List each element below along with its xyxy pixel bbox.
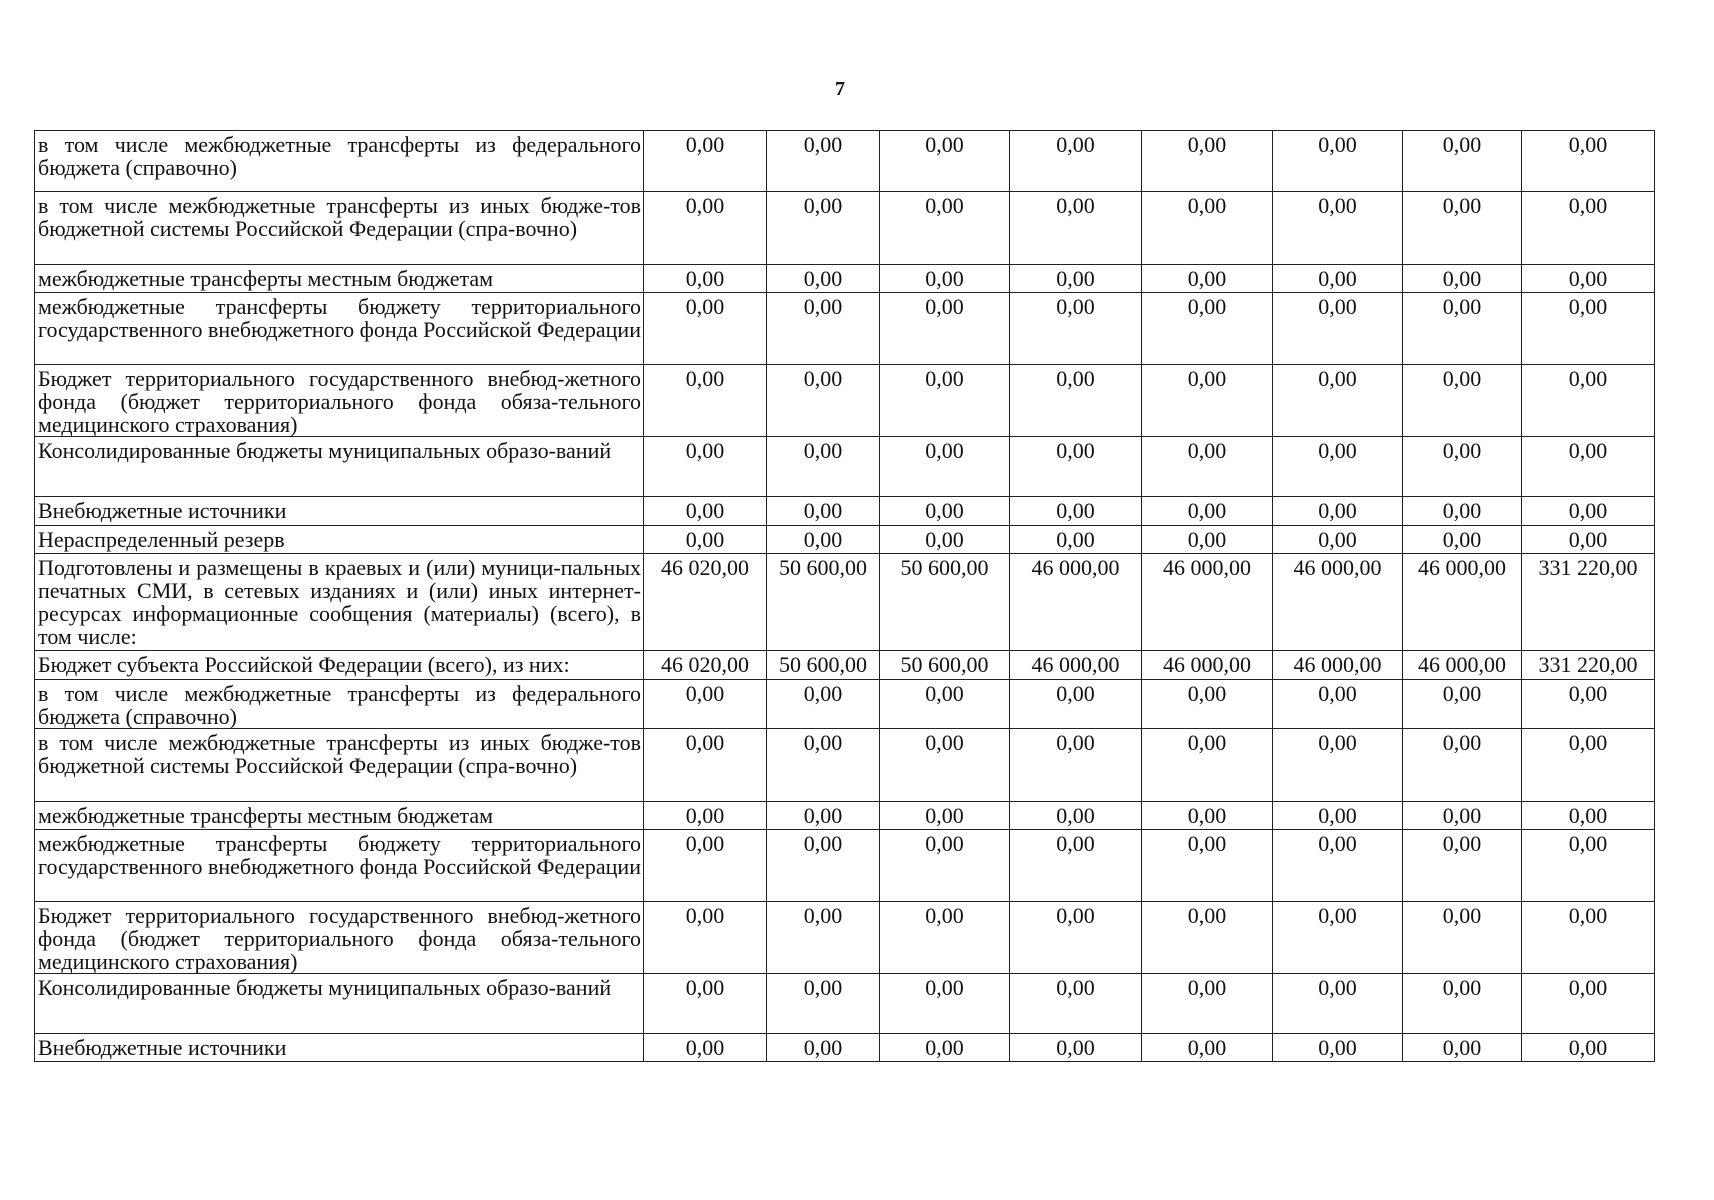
value-cell: 0,00: [767, 729, 880, 802]
value-cell: 0,00: [1403, 497, 1522, 526]
value-cell: 0,00: [1273, 830, 1403, 902]
value-cell: 0,00: [1142, 265, 1273, 293]
value-cell: 0,00: [767, 437, 880, 497]
value-cell: 0,00: [644, 902, 767, 974]
table-row: [35, 131, 1655, 192]
value-cell: 0,00: [880, 192, 1010, 265]
value-cell: 0,00: [1403, 192, 1522, 265]
value-cell: 46 000,00: [1010, 554, 1142, 651]
value-cell: 0,00: [1142, 1034, 1273, 1062]
value-cell: 0,00: [1010, 830, 1142, 902]
value-cell: 0,00: [1522, 974, 1655, 1034]
value-cell: 0,00: [1010, 192, 1142, 265]
row-label: в том числе межбюджетные трансферты из федерального бюджета (справочно): [35, 131, 644, 192]
value-cell: 0,00: [1522, 680, 1655, 729]
value-cell: 0,00: [880, 265, 1010, 293]
table-body: [35, 131, 1655, 1062]
value-cell: 0,00: [644, 729, 767, 802]
table-row: [35, 526, 1655, 554]
value-cell: 46 000,00: [1142, 651, 1273, 680]
value-cell: 0,00: [880, 680, 1010, 729]
value-cell: 46 000,00: [1403, 651, 1522, 680]
value-cell: 0,00: [880, 974, 1010, 1034]
value-cell: 50 600,00: [880, 651, 1010, 680]
table-row: [35, 437, 1655, 497]
value-cell: 0,00: [644, 131, 767, 192]
value-cell: 0,00: [1522, 497, 1655, 526]
value-cell: 331 220,00: [1522, 554, 1655, 651]
value-cell: 0,00: [1142, 830, 1273, 902]
value-cell: 0,00: [1010, 802, 1142, 830]
value-cell: 0,00: [644, 974, 767, 1034]
value-cell: 0,00: [644, 437, 767, 497]
value-cell: 0,00: [644, 293, 767, 365]
row-label: в том числе межбюджетные трансферты из иных бюдже-тов бюджетной системы Российской Федерации (спра-вочно): [35, 192, 644, 265]
value-cell: 0,00: [1403, 365, 1522, 437]
value-cell: 0,00: [1010, 437, 1142, 497]
value-cell: 0,00: [1522, 265, 1655, 293]
table-row: [35, 554, 1655, 651]
value-cell: 46 000,00: [1142, 554, 1273, 651]
value-cell: 0,00: [1010, 265, 1142, 293]
value-cell: 0,00: [1403, 974, 1522, 1034]
value-cell: 46 020,00: [644, 651, 767, 680]
row-label: Нераспределенный резерв: [35, 526, 644, 554]
value-cell: 0,00: [644, 526, 767, 554]
value-cell: 46 000,00: [1010, 651, 1142, 680]
value-cell: 0,00: [880, 131, 1010, 192]
value-cell: 0,00: [644, 497, 767, 526]
table-row: [35, 265, 1655, 293]
value-cell: 0,00: [880, 729, 1010, 802]
value-cell: 0,00: [1403, 131, 1522, 192]
value-cell: 50 600,00: [767, 554, 880, 651]
table-row: [35, 497, 1655, 526]
row-label: в том числе межбюджетные трансферты из иных бюдже-тов бюджетной системы Российской Федерации (спра-вочно): [35, 729, 644, 802]
value-cell: 0,00: [880, 497, 1010, 526]
row-label: в том числе межбюджетные трансферты из федерального бюджета (справочно): [35, 680, 644, 729]
value-cell: 0,00: [767, 680, 880, 729]
value-cell: 0,00: [644, 802, 767, 830]
value-cell: 0,00: [1403, 437, 1522, 497]
value-cell: 0,00: [1142, 293, 1273, 365]
value-cell: 0,00: [1273, 365, 1403, 437]
value-cell: 0,00: [1142, 802, 1273, 830]
value-cell: 0,00: [880, 293, 1010, 365]
value-cell: 0,00: [1010, 729, 1142, 802]
table-row: [35, 729, 1655, 802]
value-cell: 0,00: [1522, 802, 1655, 830]
row-label: Подготовлены и размещены в краевых и (или) муници-пальных печатных СМИ, в сетевых изданиях и (или) иных интернет-ресурсах информационные сообщения (материалы) (всего), в том числе:: [35, 554, 644, 651]
value-cell: 50 600,00: [767, 651, 880, 680]
value-cell: 0,00: [1010, 365, 1142, 437]
value-cell: 0,00: [767, 131, 880, 192]
value-cell: 0,00: [1403, 729, 1522, 802]
value-cell: 0,00: [1142, 497, 1273, 526]
value-cell: 0,00: [1403, 802, 1522, 830]
value-cell: 0,00: [1010, 974, 1142, 1034]
row-label: межбюджетные трансферты местным бюджетам: [35, 802, 644, 830]
value-cell: 0,00: [1142, 902, 1273, 974]
value-cell: 0,00: [880, 902, 1010, 974]
value-cell: 0,00: [644, 830, 767, 902]
table-row: [35, 651, 1655, 680]
value-cell: 0,00: [767, 497, 880, 526]
value-cell: 0,00: [1522, 526, 1655, 554]
value-cell: 0,00: [1010, 131, 1142, 192]
value-cell: 0,00: [1273, 437, 1403, 497]
value-cell: 0,00: [1522, 1034, 1655, 1062]
value-cell: 0,00: [1273, 265, 1403, 293]
value-cell: 0,00: [767, 192, 880, 265]
row-label: Бюджет субъекта Российской Федерации (всего), из них:: [35, 651, 644, 680]
table-row: [35, 293, 1655, 365]
value-cell: 0,00: [1010, 497, 1142, 526]
value-cell: 0,00: [1142, 131, 1273, 192]
value-cell: 0,00: [1403, 830, 1522, 902]
value-cell: 0,00: [1522, 902, 1655, 974]
budget-table: [34, 130, 1655, 1062]
value-cell: 331 220,00: [1522, 651, 1655, 680]
value-cell: 0,00: [767, 1034, 880, 1062]
value-cell: 0,00: [1273, 131, 1403, 192]
table-row: [35, 680, 1655, 729]
value-cell: 0,00: [1522, 365, 1655, 437]
page-number: 7: [835, 78, 845, 100]
value-cell: 0,00: [1403, 902, 1522, 974]
value-cell: 0,00: [880, 802, 1010, 830]
row-label: Внебюджетные источники: [35, 497, 644, 526]
value-cell: 0,00: [767, 293, 880, 365]
value-cell: 0,00: [1010, 1034, 1142, 1062]
value-cell: 46 000,00: [1403, 554, 1522, 651]
row-label: Бюджет территориального государственного внебюд-жетного фонда (бюджет территориального фонда обяза-тельного медицинского страхования): [35, 365, 644, 437]
table-row: [35, 192, 1655, 265]
value-cell: 0,00: [1142, 680, 1273, 729]
value-cell: 0,00: [1273, 680, 1403, 729]
value-cell: 0,00: [1403, 265, 1522, 293]
value-cell: 46 020,00: [644, 554, 767, 651]
value-cell: 0,00: [767, 265, 880, 293]
table-row: [35, 830, 1655, 902]
value-cell: 0,00: [767, 802, 880, 830]
value-cell: 0,00: [644, 680, 767, 729]
row-label: межбюджетные трансферты местным бюджетам: [35, 265, 644, 293]
value-cell: 0,00: [1403, 680, 1522, 729]
table-row: [35, 902, 1655, 974]
row-label: Бюджет территориального государственного внебюд-жетного фонда (бюджет территориального фонда обяза-тельного медицинского страхования): [35, 902, 644, 974]
value-cell: 0,00: [644, 1034, 767, 1062]
value-cell: 0,00: [1010, 293, 1142, 365]
row-label: межбюджетные трансферты бюджету территориального государственного внебюджетного фонда Российской Федерации: [35, 293, 644, 365]
value-cell: 0,00: [767, 526, 880, 554]
value-cell: 0,00: [1010, 680, 1142, 729]
value-cell: 0,00: [1142, 437, 1273, 497]
value-cell: 0,00: [880, 830, 1010, 902]
value-cell: 0,00: [1403, 526, 1522, 554]
value-cell: 0,00: [1010, 902, 1142, 974]
value-cell: 0,00: [1142, 365, 1273, 437]
value-cell: 0,00: [880, 526, 1010, 554]
value-cell: 0,00: [644, 365, 767, 437]
value-cell: 46 000,00: [1273, 554, 1403, 651]
value-cell: 0,00: [1522, 131, 1655, 192]
table-row: [35, 365, 1655, 437]
value-cell: 0,00: [644, 265, 767, 293]
value-cell: 0,00: [767, 830, 880, 902]
value-cell: 0,00: [1522, 437, 1655, 497]
row-label: Внебюджетные источники: [35, 1034, 644, 1062]
value-cell: 0,00: [1010, 526, 1142, 554]
value-cell: 0,00: [767, 974, 880, 1034]
table-row: [35, 1034, 1655, 1062]
value-cell: 0,00: [1522, 192, 1655, 265]
value-cell: 0,00: [1142, 526, 1273, 554]
value-cell: 0,00: [1273, 526, 1403, 554]
value-cell: 0,00: [1273, 192, 1403, 265]
value-cell: 0,00: [1142, 974, 1273, 1034]
value-cell: 0,00: [1403, 293, 1522, 365]
value-cell: 0,00: [1522, 830, 1655, 902]
table-row: [35, 802, 1655, 830]
value-cell: 0,00: [1273, 974, 1403, 1034]
value-cell: 0,00: [1142, 192, 1273, 265]
value-cell: 0,00: [1403, 1034, 1522, 1062]
value-cell: 0,00: [880, 437, 1010, 497]
value-cell: 50 600,00: [880, 554, 1010, 651]
value-cell: 0,00: [1142, 729, 1273, 802]
value-cell: 0,00: [1273, 497, 1403, 526]
value-cell: 0,00: [1273, 1034, 1403, 1062]
value-cell: 46 000,00: [1273, 651, 1403, 680]
value-cell: 0,00: [1273, 902, 1403, 974]
value-cell: 0,00: [880, 365, 1010, 437]
value-cell: 0,00: [767, 365, 880, 437]
value-cell: 0,00: [1273, 293, 1403, 365]
value-cell: 0,00: [767, 902, 880, 974]
value-cell: 0,00: [880, 1034, 1010, 1062]
value-cell: 0,00: [1522, 293, 1655, 365]
value-cell: 0,00: [644, 192, 767, 265]
row-label: межбюджетные трансферты бюджету территориального государственного внебюджетного фонда Российской Федерации: [35, 830, 644, 902]
row-label: Консолидированные бюджеты муниципальных образо-ваний: [35, 974, 644, 1034]
value-cell: 0,00: [1522, 729, 1655, 802]
value-cell: 0,00: [1273, 729, 1403, 802]
row-label: Консолидированные бюджеты муниципальных образо-ваний: [35, 437, 644, 497]
table-row: [35, 974, 1655, 1034]
value-cell: 0,00: [1273, 802, 1403, 830]
